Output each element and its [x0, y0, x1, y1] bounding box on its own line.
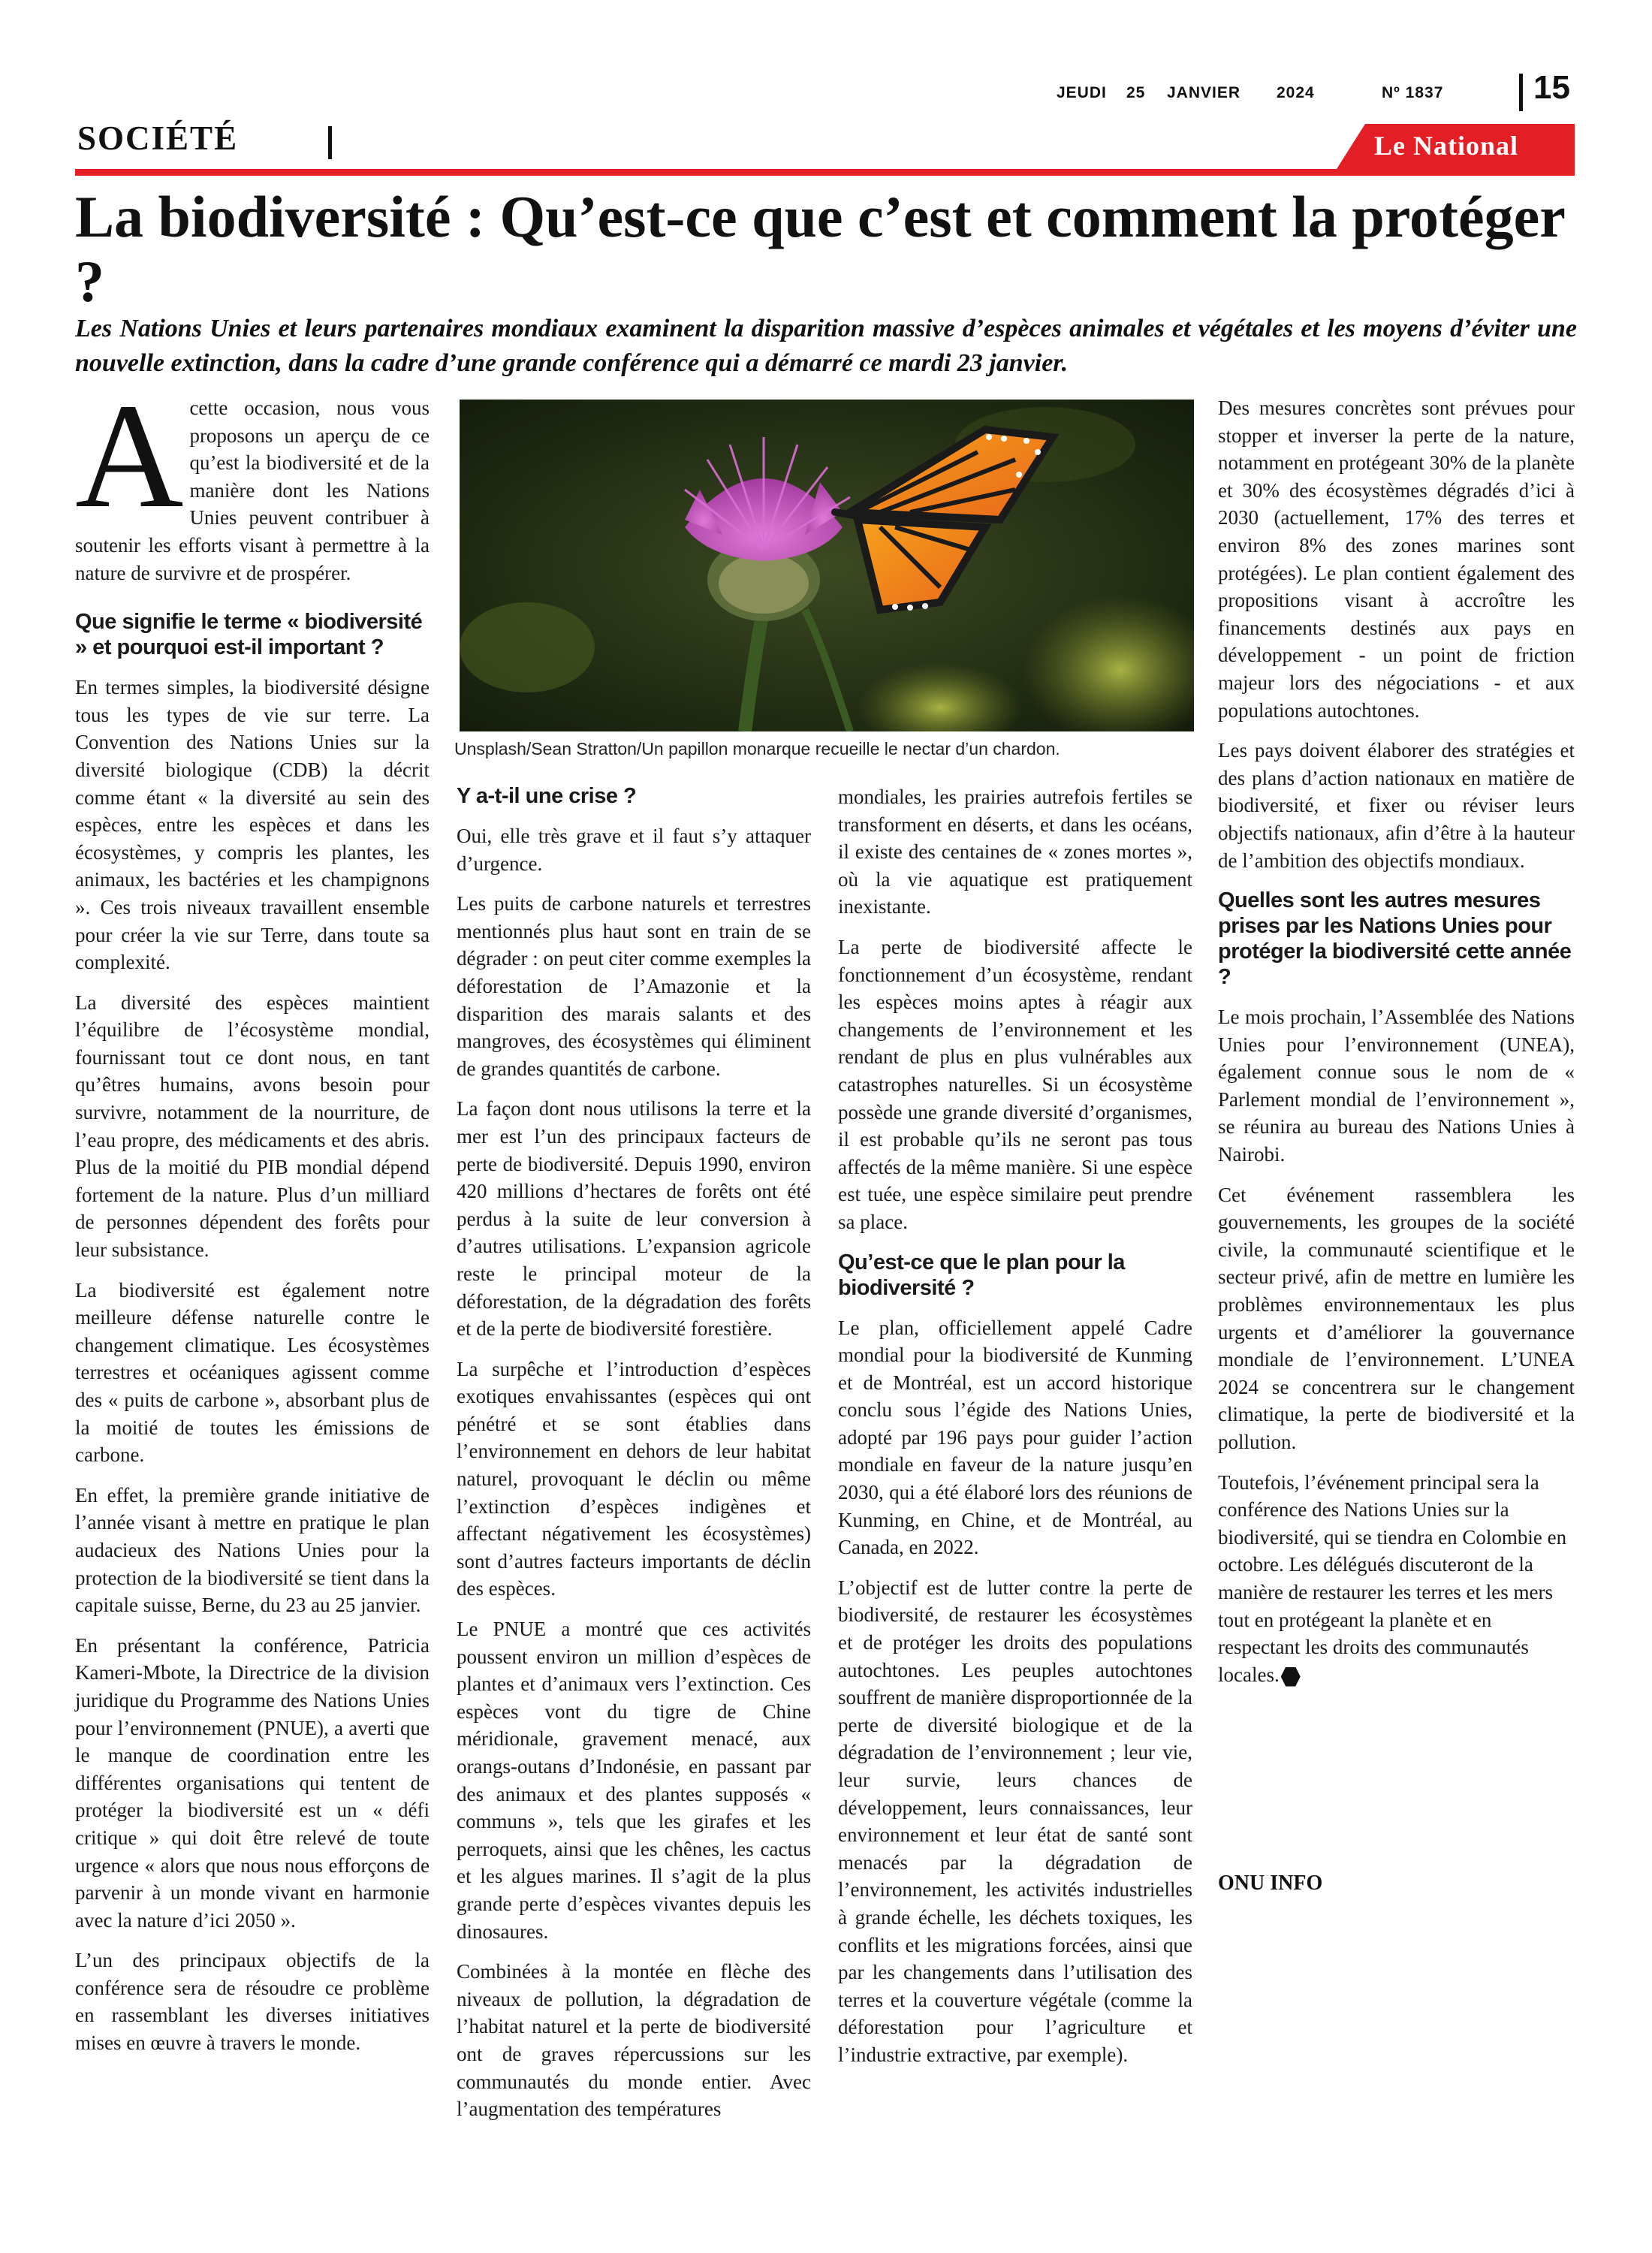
column-3 [838, 783, 1192, 2082]
photo-caption: Unsplash/Sean Stratton/Un papillon monarque recueille le nectar d’un chardon. [454, 739, 1060, 759]
paragraph: La biodiversité est également notre meilleure défense naturelle contre le changement climatique. Les écosystèmes terrestres et océaniques agissent comme des « puits de carbone », absorbant plus de la moitié de toutes les émissions de carbone. [75, 1278, 430, 1467]
column-1 [75, 373, 430, 2070]
paragraph: Le plan, officiellement appelé Cadre mondial pour la biodiversité de Kunming et de Montréal, est un accord historique conclu sous l’égide des Nations Unies, adopté par 196 pays pour guider l’action mondiale en faveur de la nature jusqu’en 2030, qui a été élaboré lors des réunions de Kunming, en Chine, et de Montréal, au Canada, en 2022. [838, 1316, 1192, 1559]
paragraph: En effet, la première grande initiative de l’année visant à mettre en pratique le plan audacieux des Nations Unies pour la protection de la biodiversité se tient dans la capitale suisse, Berne, du 23 au 25 janvier. [75, 1483, 430, 1617]
subheading: Que signifie le terme « biodiversité » et pourquoi est-il important ? [75, 610, 423, 660]
subheading: Y a-t-il une crise ? [457, 784, 637, 808]
section-divider [328, 126, 332, 159]
date-month: JANVIER [1167, 84, 1241, 101]
column-4 [1218, 394, 1575, 1701]
paragraph: La diversité des espèces maintient l’équilibre de l’écosystème mondial, fournissant tout ce dont nous, en tant qu’êtres humains, avons besoin pour survivre, notamment de la nourriture, de l’eau propre, des médicaments et des abris. Plus de la moitié du PIB mondial dépend fortement de la nature. Plus d’un milliard de personnes dépendent des forêts pour leur subsistance. [75, 991, 430, 1262]
end-of-article-icon [1281, 1667, 1301, 1687]
subheading: Qu’est-ce que le plan pour la biodiversité ? [838, 1250, 1125, 1300]
date-year: 2024 [1277, 84, 1315, 101]
page-number-divider [1519, 74, 1523, 111]
paragraph: La perte de biodiversité affecte le fonctionnement d’un écosystème, rendant les espèces moins aptes à réagir aux changements de l’environnement et les rendant de plus en plus vulnérables aux catastrophes naturelles. Si un écosystème possède une grande diversité d’organismes, il est probable qu’ils ne seront pas tous affectés de la même manière. Si une espèce est tuée, une espèce similaire peut prendre sa place. [838, 935, 1192, 1233]
intro-text: cette occasion, nous vous proposons un aperçu de ce qu’est la biodiversité et de la manière dont les Nations Unies peuvent contribuer à soutenir les efforts visant à permettre à la nature de survivre et de prospérer. [75, 397, 430, 584]
date-number: 25 [1126, 84, 1146, 101]
butterfly-photo [460, 400, 1194, 731]
paragraph: En termes simples, la biodiversité désigne tous les types de vie sur terre. La Convention des Nations Unies sur la diversité biologique (CDB) la décrit comme étant « la diversité au sein des espèces, entre les espèces et dans les écosystèmes, y compris les plantes, les animaux, les bactéries et les champignons ». Ces trois niveaux travaillent ensemble pour créer la vie sur Terre, dans toute sa complexité. [75, 676, 430, 974]
paragraph: Des mesures concrètes sont prévues pour stopper et inverser la perte de la nature, notamment en protégeant 30% de la planète et 30% des écosystèmes dégradés d’ici à 2030 (actuellement, 17% des terres et environ 8% des zones marines sont protégées). Le plan contient également des propositions visant à accroître les financements destinés aux pays en développement - un point de friction majeur lors des négociations - et aux populations autochtones. [1218, 397, 1575, 722]
paragraph: L’objectif est de lutter contre la perte de biodiversité, de restaurer les écosystèmes et de protéger les droits des populations autochtones. Les peuples autochtones souffrent de manière disproportionnée de la perte de diversité biologique et de la dégradation de l’environnement ; leur vie, leur survie, leurs chances de développement, leurs connaissances, leur environnement et leur état de santé sont menacés par la dégradation de l’environnement, les activités industrielles à grande échelle, les déchets toxiques, les conflits et les migrations forcées, ainsi que par les changements dans l’utilisation des terres et la couverture végétale (comme la déforestation pour l’agriculture et l’industrie extractive, par exemple). [838, 1576, 1192, 2066]
brand-name: Le National [1374, 131, 1519, 161]
paragraph: Cet événement rassemblera les gouvernements, les groupes de la société civile, la communauté scientifique et le secteur privé, afin de mettre en lumière les problèmes environnementaux les plus urgents et d’améliorer la gouvernance mondiale de l’environnement. L’UNEA 2024 se concentrera sur le changement climatique, la perte de biodiversité et la pollution. [1218, 1183, 1575, 1453]
standfirst: Les Nations Unies et leurs partenaires mondiaux examinent la disparition massive d’espèces animales et végétales et les moyens d’éviter une nouvelle extinction, dans la cadre d’une grande conférence qui a démarré ce mardi 23 janvier. [75, 315, 1577, 377]
paragraph-text: Toutefois, l’événement principal sera la conférence des Nations Unies sur la biodiversité, qui se tiendra en Colombie en octobre. Les délégués discuteront de la manière de restaurer les terres et les mers tout en protégeant la planète et en respectant les droits des communautés locales. [1218, 1470, 1567, 1686]
paragraph: Le PNUE a montré que ces activités poussent environ un million d’espèces de plantes et d’animaux vers l’extinction. Ces espèces vont du tigre de Chine méridionale, gravement menacé, aux orangs-outans d’Indonésie, en passant par des animaux et des plantes supposés « communs », tels que les girafes et les perroquets, ainsi que les chênes, les cactus et les algues marines. Il s’agit de la plus grande perte d’espèces vivantes depuis les dinosaures. [457, 1618, 811, 1943]
paragraph: Les pays doivent élaborer des stratégies et des plans d’action nationaux en matière de biodiversité, et fixer ou réviser leurs objectifs nationaux, afin d’être à la hauteur de l’ambition des objectifs mondiaux. [1218, 739, 1575, 872]
page-number: 15 [1533, 69, 1570, 106]
intro-paragraph [75, 373, 430, 587]
headline: La biodiversité : Qu’est-ce que c’est et comment la protéger ? [75, 184, 1565, 314]
signature: ONU INFO [1218, 1871, 1323, 1895]
drop-cap: A [75, 373, 184, 539]
section-title: SOCIÉTÉ [77, 119, 239, 157]
paragraph: La façon dont nous utilisons la terre et la mer est l’un des principaux facteurs de perte de biodiversité. Depuis 1990, environ 420 millions d’hectares de forêts ont été perdus à la suite de leur conversion à d’autres utilisations. L’expansion agricole reste le principal moteur de la déforestation, de la dégradation des forêts et de la perte de biodiversité forestière. [457, 1097, 811, 1341]
paragraph: L’un des principaux objectifs de la conférence sera de résoudre ce problème en rassemblant les diverses initiatives mises en œuvre à travers le monde. [75, 1949, 430, 2055]
paragraph: Combinées à la montée en flèche des niveaux de pollution, la dégradation de l’habitat naturel et la perte de biodiversité ont de graves répercussions sur les communautés du monde entier. Avec l’augmentation des températures [457, 1960, 811, 2121]
subheading: Quelles sont les autres mesures prises par les Nations Unies pour protéger la biodiversité cette année ? [1218, 888, 1572, 990]
paragraph: En présentant la conférence, Patricia Kameri-Mbote, la Directrice de la division juridique du Programme des Nations Unies pour l’environnement (PNUE), a averti que le manque de coordination entre les différentes organisations qui tentent de protéger la biodiversité est un « défi critique » qui doit être relevé de toute urgence « alors que nous nous efforçons de parvenir à un monde vivant en harmonie avec la nature d’ici 2050 ». [75, 1633, 430, 1932]
paragraph: Le mois prochain, l’Assemblée des Nations Unies pour l’environnement (UNEA), également connue sous le nom de « Parlement mondial de l’environnement », se réunira au bureau des Nations Unies à Nairobi. [1218, 1006, 1575, 1166]
column-2 [457, 783, 811, 2136]
paragraph: Les puits de carbone naturels et terrestres mentionnés plus haut sont en train de se dégrader : on peut citer comme exemples la déforestation de l’Amazonie et la disparition des marais salants et des mangroves, des écosystèmes qui éliminent de grandes quantités de carbone. [457, 892, 811, 1080]
paragraph: La surpêche et l’introduction d’espèces exotiques envahissantes (espèces qui ont pénétré et se sont établies dans l’environnement en dehors de leur habitat naturel, provoquant le déclin ou même l’extinction d’espèces indigènes et affectant négativement les écosystèmes) sont d’autres facteurs importants de déclin des espèces. [457, 1357, 811, 1600]
paragraph: mondiales, les prairies autrefois fertiles se transforment en déserts, et dans les océans, il existe des centaines de « zones mortes », où la vie aquatique est pratiquement inexistante. [838, 786, 1192, 918]
header-rule [75, 169, 1575, 176]
issue-number: Nº 1837 [1382, 84, 1444, 101]
final-paragraph [1218, 1469, 1575, 1689]
paragraph: Oui, elle très grave et il faut s’y attaquer d’urgence. [457, 825, 811, 875]
date-day: JEUDI [1057, 84, 1107, 101]
